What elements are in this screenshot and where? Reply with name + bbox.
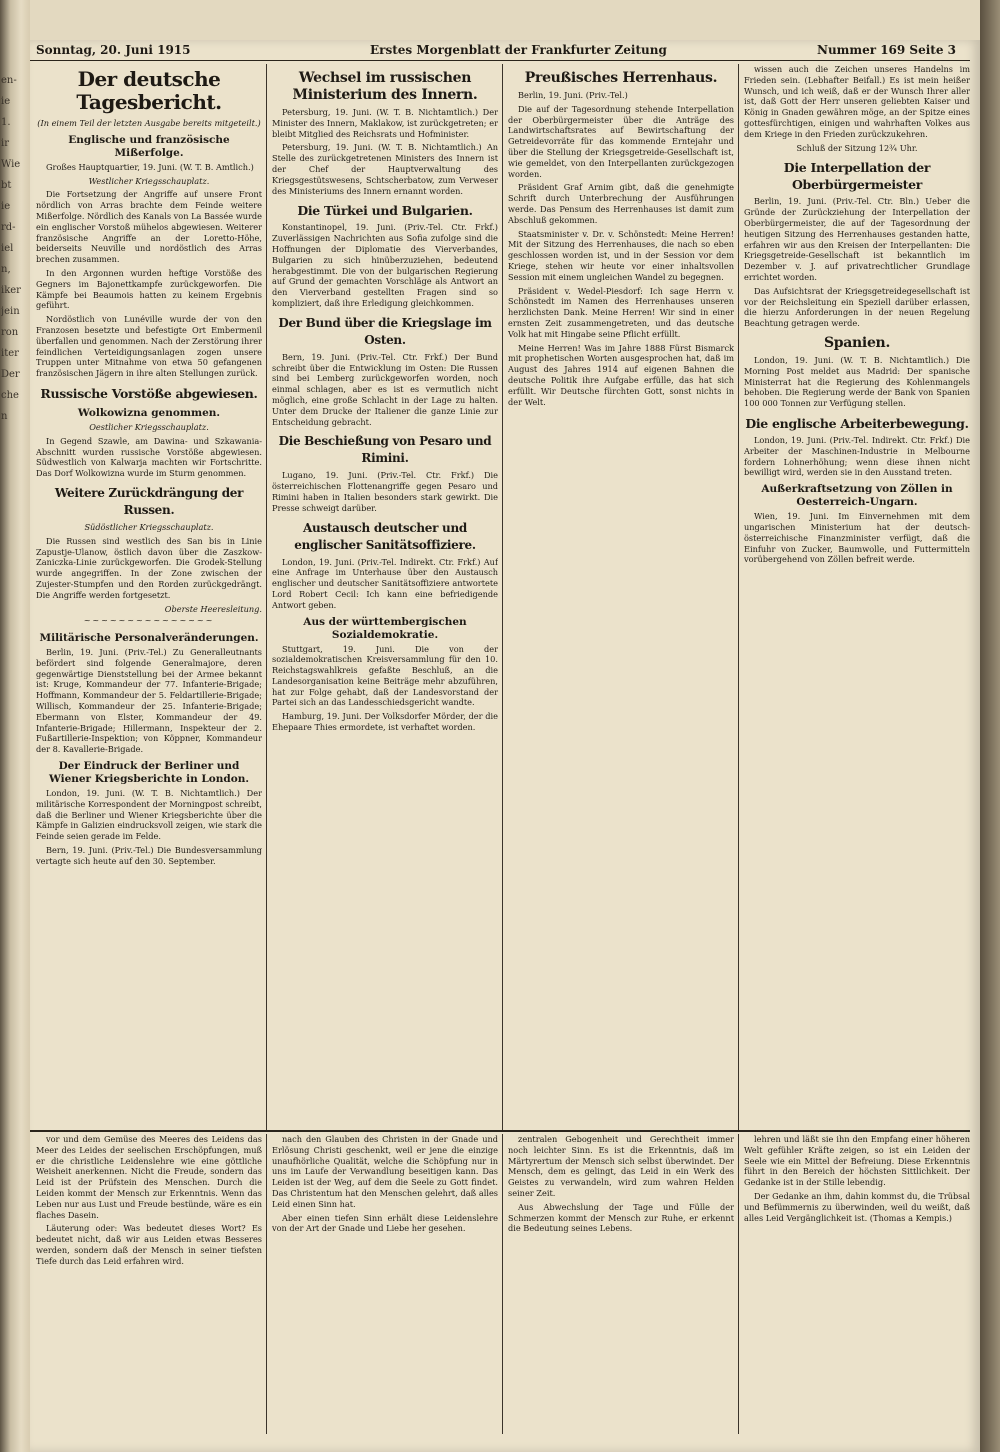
headline: Der Bund über die Kriegslage im Osten. [278, 315, 492, 347]
spine-word: bt [1, 180, 12, 191]
headline: Austausch deutscher und englischer Sanitätsoffiziere. [294, 520, 476, 552]
headline: Die Beschießung von Pesaro und Rimini. [278, 434, 492, 466]
paragraph: lehren und läßt sie ihn den Empfang einer höheren Welt gefühler Kräfte zeigen, so ist ein Leiden der Seele wie ein Mittel der Befreiung. Diese Erkenntnis führt in den Bereich der höchsten Sittlichkeit. Der Gedanke ist in der Stille lebendig. [744, 1134, 970, 1188]
spine-word: Wie [1, 159, 21, 170]
headline: Die Interpellation der Oberbürgermeister [783, 160, 931, 193]
dateline: Berlin, 19. Juni. (Priv.-Tel.) [518, 90, 628, 100]
headline: Weitere Zurückdrängung der Russen. [54, 485, 244, 517]
headline: Außerkraftsetzung von Zöllen in Oesterreich-Ungarn. [761, 483, 953, 509]
page-header [30, 40, 970, 61]
paragraph: Konstantinopel, 19. Juni. (Priv.-Tel. Ctr. Frkf.) Zuverlässigen Nachrichten aus Sofia zufolge sind die Hoffnungen der Diplomatie des Vierverbandes, Bulgarien zu sich hinüberzuziehen, bedeutend herabgestimmt. Die von der bulgarischen Regierung auf Grund der gemachten Vorschläge als Antwort an den Vierverband gestellten Fragen sind so kompliziert, daß ihre Erledigung gleichkommen. [272, 222, 498, 308]
column-1 [36, 64, 262, 1128]
spine-word: iter [1, 348, 19, 359]
subheading: Westlicher Kriegsschauplatz. [88, 175, 210, 186]
column-rule [266, 64, 267, 1130]
paragraph: London, 19. Juni. (W. T. B. Nichtamtlich.) Der militärische Korrespondent der Morningpost schreibt, daß die Berliner und Wiener Kriegsberichte über die Kämpfe in Galizien eindrucksvoll zeigen, wie stark die Feinde seien gerade im Felde. [36, 788, 262, 842]
paragraph: Staatsminister v. Dr. v. Schönstedt: Meine Herren! Mit der Sitzung des Herrenhauses, die nach so eben geschlossen worden ist, und in der Session vor dem Kriege, stehen wir heute vor einer inhaltsvollen Session mit einem ungleichen Wandel zu begegnen. [508, 228, 734, 282]
paragraph: Berlin, 19. Juni. (Priv.-Tel.) Zu Generalleutnants befördert sind folgende Generalmajore, deren gegenwärtige Dienststellung bei der Armee bekannt ist: Kruge, Kommandeur der 77. Infanterie-Brigade; Hoffmann, Kommandeur der 5. Feldartillerie-Brigade; Willisch, Kommandeur der 25. Infanterie-Brigade; Ebermann von Elster, Kommandeur der 49. Infanterie-Brigade; Hillermann, Inspekteur der 2. Fußartillerie-Inspektion; von Köppner, Kommandeur der 8. Kavallerie-Brigade. [36, 647, 262, 755]
paragraph: Schluß der Sitzung 12¾ Uhr. [796, 142, 918, 153]
column-4 [744, 64, 970, 1128]
column-3 [508, 64, 734, 1128]
feuilleton-column-2 [272, 1134, 498, 1434]
header-number: Nummer 169 Seite 3 [816, 43, 956, 57]
headline: Die Türkei und Bulgarien. [297, 203, 473, 219]
spine-word: 1. [1, 117, 11, 128]
spine-word: ron [1, 327, 19, 338]
paragraph: Die Russen sind westlich des San bis in Linie Zapustje-Ulanow, östlich davon über die Zaszkow-Zaniczka-Linie zurückgeworfen. Die Grodek-Stellung wurde angegriffen. In der Zone zwischen der Zujester-Stumpfen und den Rorden zurückgedrängt. Die Angriffe werden fortgesetzt. [36, 535, 262, 600]
article-title-tagesbericht: Der deutsche Tagesbericht. [76, 67, 222, 114]
spine-word: Der [1, 369, 20, 380]
adjacent-page-spine [0, 0, 30, 1452]
paragraph: zentralen Gebogenheit und Gerechtheit immer noch leichter Sinn. Es ist die Erkenntnis, daß im Märtyrertum der Mensch sich selbst überwindet. Der Mensch, dem es gelingt, das Leid in ein Werk des Geistes zu verwandeln, wird zum wahren Helden seiner Zeit. [508, 1134, 734, 1198]
paragraph: Petersburg, 19. Juni. (W. T. B. Nichtamtlich.) An Stelle des zurückgetretenen Ministers des Innern ist der Chef der Hauptverwaltung des Kriegsgestütswesens, Schtscherbatow, zum Verweser des Ministeriums des Innern ernannt worden. [272, 142, 498, 196]
paragraph: Lugano, 19. Juni. (Priv.-Tel. Ctr. Frkf.) Die österreichischen Flottenangriffe gegen Pesaro und Rimini haben in Italien besonders stark gewirkt. Die Presse schweigt darüber. [272, 470, 498, 513]
paragraph: Das Aufsichtsrat der Kriegsgetreidegesellschaft ist vor der Reichsleitung ein Speziell darüber erlassen, die hierzu Anforderungen in der neuen Regelung Beachtung getragen werde. [744, 285, 970, 329]
article-title-ministerium: Wechsel im russischen Ministerium des Innern. [292, 70, 478, 103]
column-rule [738, 1134, 739, 1434]
paragraph: Läuterung oder: Was bedeutet dieses Wort? Es bedeutet nicht, daß wir aus Leiden etwas Besseres werden, sondern daß der Mensch in seiner tiefsten Tiefe durch das Leid erfahren wird. [36, 1223, 262, 1266]
spine-word: n, [1, 264, 11, 275]
spine-word: en- [1, 75, 17, 86]
spine-word: jein [1, 306, 20, 317]
paragraph: Meine Herren! Was im Jahre 1888 Fürst Bismarck mit prophetischen Worten ausgesprochen hat, daß im August des Jahres 1914 auf eigenen Bahnen die deutsche Politik ihre Aufgabe erfülle, das hat sich erfüllt. Wir Deutsche fürchten Gott, sonst nichts in der Welt. [508, 342, 734, 407]
spine-word: iel [1, 243, 14, 254]
paragraph: Aber einen tiefen Sinn erhält diese Leidenslehre von der Art der Gnade und Liebe her gesehen. [272, 1212, 498, 1234]
column-rule [502, 64, 503, 1130]
paragraph: Aus Abwechslung der Tage und Fülle der Schmerzen kommt der Mensch zur Ruhe, er erkennt die Bedeutung seines Lebens. [508, 1201, 734, 1234]
paragraph: Wien, 19. Juni. Im Einvernehmen mit dem ungarischen Ministerium hat der deutsch-österreichische Finanzminister verfügt, daß die Einfuhr von Zucker, Baumwolle, und Futtermitteln vorübergehend von Zöllen befreit werde. [744, 511, 970, 565]
column-rule [502, 1134, 503, 1434]
column-2 [272, 64, 498, 1128]
article-title-herrenhaus: Preußisches Herrenhaus. [524, 70, 718, 86]
paragraph: Präsident Graf Arnim gibt, daß die genehmigte Schrift durch Unterbrechung der Ausführungen werde. Das Pensum des Herrenhauses ist damit zum Abschluß gekommen. [508, 182, 734, 225]
headline: Wolkowizna genommen. [77, 406, 221, 419]
paragraph: Berlin, 19. Juni. (Priv.-Tel. Ctr. Bln.) Ueber die Gründe der Zurückziehung der Interpellation der Oberbürgermeister, die auf der Tagesordnung der heutigen Sitzung des Herrenhauses gestanden hatte, erfahren wir aus den Kreisen der Interpellanten: Die Kriegsgetreide-Gesellschaft ist bekanntlich im Dezember v. J. auf privatrechtlicher Grundlage errichtet worden. [744, 196, 970, 282]
headline: Aus der württembergischen Sozialdemokratie. [303, 615, 467, 641]
feuilleton-column-4 [744, 1134, 970, 1434]
paragraph: London, 19. Juni. (W. T. B. Nichtamtlich.) Die Morning Post meldet aus Madrid: Der spanische Ministerrat hat die Regierung des Kohlenmangels behoben. Die Regierung werde der Bank von Spanien 100 000 Tonnen zur Verfügung stellen. [744, 354, 970, 409]
column-rule [738, 64, 739, 1130]
paragraph: Hamburg, 19. Juni. Der Volksdorfer Mörder, der die Ehepaare Thies ermordete, ist verhaftet worden. [272, 711, 498, 733]
paragraph: Petersburg, 19. Juni. (W. T. B. Nichtamtlich.) Der Minister des Innern, Maklakow, ist zurückgetreten; er bleibt Mitglied des Reichsrats und Hofminister. [272, 107, 498, 139]
spine-word: ie [1, 96, 11, 107]
paragraph: Präsident v. Wedel-Piesdorf: Ich sage Herrn v. Schönstedt im Namen des Herrenhauses unseren herzlichsten Dank. Meine Herren! Wir sind in einer ernsten Zeit zusammengetreten, und das deutsche Volk hat mit Hingabe seine Pflicht erfüllt. [508, 285, 734, 339]
column-rule [266, 1134, 267, 1434]
paragraph: Die Fortsetzung der Angriffe auf unsere Front nördlich von Arras brachte dem Feinde weitere Mißerfolge. Nördlich des Kanals von La Bassée wurde ein englischer Vorstoß mühelos abgewiesen. Weiterer französische Angriffe an der Loretto-Höhe, beiderseits Neuville und nordöstlich des Arras brechen zusammen. [36, 189, 262, 265]
spine-word: ir [1, 138, 9, 149]
feuilleton-column-1 [36, 1134, 262, 1434]
signoff: Oberste Heeresleitung. [164, 603, 262, 614]
top-margin [30, 0, 980, 40]
paragraph: In Gegend Szawle, am Dawina- und Szkawania-Abschnitt wurden russische Vorstöße abgewiesen. Südwestlich von Kalwarja machten wir Fortschritte. Das Dorf Wolkowizna wurde im Sturm genommen. [36, 435, 262, 479]
headline: Der Eindruck der Berliner und Wiener Kriegsberichte in London. [48, 760, 250, 786]
newspaper-page [30, 40, 980, 1452]
paragraph: Der Gedanke an ihm, dahin kommst du, die Trübsal und Befümmernis zu überwinden, weil du weißt, daß alles Leid Vergänglichkeit ist. (Thomas a Kempis.) [744, 1190, 970, 1223]
ornament-divider: ~~~~~~~~~~~~~~~ [83, 616, 215, 626]
paragraph: Stuttgart, 19. Juni. Die von der sozialdemokratischen Kreisversammlung für den 10. Reichstagswahlkreis gefaßte Beschluß, an die Landesorganisation keine Beiträge mehr abzuführen, hat zur Folge gehabt, daß der Landesvorstand der Partei sich an das Landesschiedsgericht wandte. [272, 643, 498, 708]
subheading: Oestlicher Kriegsschauplatz. [89, 421, 209, 432]
paragraph: vor und dem Gemüse des Meeres des Leidens das Meer des Leides der seelischen Erschöpfungen, muß er die christliche Leidenslehre wie eine göttliche Weisheit anerkennen. Nicht die Freude, sondern das Leid ist der Prüfstein des Menschen. Durch die Leiden kommt der Mensch zur Erkenntnis. Wenn das Leben nur aus Lust und Freude bestünde, wäre es ein flaches Dasein. [36, 1134, 262, 1220]
headline: Russische Vorstöße abgewiesen. [40, 385, 258, 401]
dateline: Großes Hauptquartier, 19. Juni. (W. T. B. Amtlich.) [46, 161, 254, 172]
spine-word: n [1, 411, 8, 422]
spine-word: ie [1, 201, 11, 212]
paragraph: Bern, 19. Juni. (Priv.-Tel. Ctr. Frkf.) Der Bund schreibt über die Entwicklung im Osten: Die Russen sind bei Lemberg zurückgeworfen worden, noch einmal schlagen, aber es ist es vermutlich nicht möglich, eine große Schlacht in der Lage zu halten. Unter dem Drucke der Italiener die ganze Linie zur Entscheidung gebracht. [272, 351, 498, 427]
spine-word: iker [1, 285, 21, 296]
headline: Militärische Personalveränderungen. [39, 632, 259, 645]
book-edge [980, 0, 1000, 1452]
paragraph: Bern, 19. Juni. (Priv.-Tel.) Die Bundesversammlung vertagte sich heute auf den 30. September. [36, 845, 262, 866]
header-edition: Erstes Morgenblatt der Frankfurter Zeitung [370, 43, 667, 57]
paragraph: Die auf der Tagesordnung stehende Interpellation der Oberbürgermeister über die Anträge des Landwirtschaftsrates auf Bewirtschaftung der Getreidevorräte für das kommende Erntejahr und über die Stellung der Kriegsgetreide-Gesellschaft ist, wie gemeldet, von den Interpellanten zurückgezogen worden. [508, 103, 734, 179]
paragraph: Nordöstlich von Lunéville wurde der von den Franzosen besetzte und befestigte Ort Embermenil überfallen und genommen. Nach der Zerstörung ihrer feindlichen Verteidigungsanlagen zogen unsere Truppen unter Mitnahme von etwa 50 gefangenen französischen Jägern in ihre alten Stellungen zurück. [36, 314, 262, 379]
paragraph: London, 19. Juni. (Priv.-Tel. Indirekt. Ctr. Frkf.) Die Arbeiter der Maschinen-Industrie in Melbourne fordern Lohnerhöhung; wenn diese ihnen nicht bewilligt wird, werden sie in den Ausstand treten. [744, 434, 970, 478]
spine-word: che [1, 390, 19, 401]
header-date: Sonntag, 20. Juni 1915 [36, 43, 191, 57]
headline: Die englische Arbeiterbewegung. [745, 415, 969, 431]
spine-word-fragments [1, 70, 29, 427]
paragraph: nach den Glauben des Christen in der Gnade und Erlösung Christi geschenkt, weil er jene die einzige unaufhörliche Qualität, welche die Schöpfung nur in uns im Laufe der Verwandlung beseitigen kann. Das Leiden ist der Weg, auf dem die Seele zu Gott findet. Das Christentum hat den Menschen gelehrt, daß alles Leid einen Sinn hat. [272, 1134, 498, 1209]
feuilleton-column-3 [508, 1134, 734, 1434]
subheading: Südöstlicher Kriegsschauplatz. [84, 521, 214, 532]
paragraph: London, 19. Juni. (Priv.-Tel. Indirekt. Ctr. Frkf.) Auf eine Anfrage im Unterhause über den Austausch englischer und deutscher Sanitätsoffiziere antwortete Lord Robert Cecil: Ich kann eine befriedigende Antwort geben. [272, 556, 498, 610]
feuilleton-rule [30, 1130, 970, 1132]
spine-word: rd- [1, 222, 16, 233]
paragraph: In den Argonnen wurden heftige Vorstöße des Gegners im Bajonettkampfe zurückgeworfen. Die Kämpfe bei Beaumois hatten zu keinem Ergebnis geführt. [36, 267, 262, 311]
headline: Spanien. [823, 334, 891, 351]
headline: Englische und französische Mißerfolge. [68, 133, 230, 159]
note: (In einem Teil der letzten Ausgabe bereits mitgeteilt.) [37, 118, 261, 128]
paragraph: wissen auch die Zeichen unseres Handelns im Frieden sein. (Lebhafter Beifall.) Es ist mein heißer Wunsch, und ich weiß, daß er der Wunsch Ihrer aller ist, daß Gott der Herr unseren geliebten Kaiser und König in Gnaden gewähren möge, an der Spitze eines gottesfürchtigen, einigen und wahrhaften Volkes aus dem Kriege in den Frieden zurückzukehren. [744, 64, 970, 139]
